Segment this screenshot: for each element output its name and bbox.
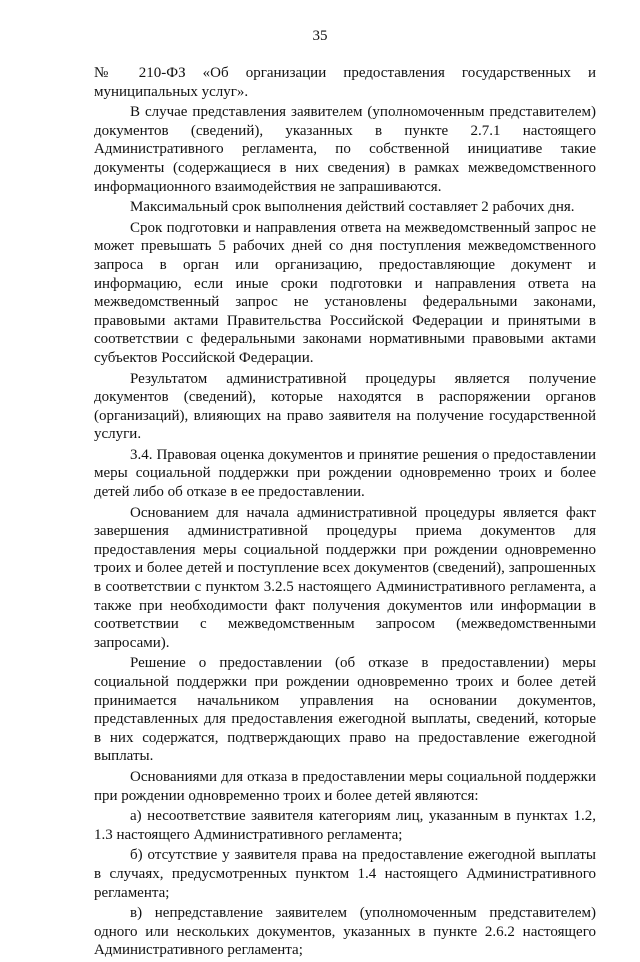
- paragraph-initiative-documents: В случае представления заявителем (уполномоченным представителем) документов (сведений), указанных в пункте 2.7.1 настоящего Административного регламента, по собственной инициативе такие документы (содержащиеся в них сведения) в рамках межведомственного информационного взаимодействия не запрашиваются.: [94, 104, 596, 195]
- paragraph-max-term: Максимальный срок выполнения действий составляет 2 рабочих дня.: [130, 199, 575, 216]
- paragraph-law-reference: № 210-ФЗ «Об организации предоставления государственных и муниципальных услуг».: [94, 65, 596, 100]
- list-item-b: б) отсутствие у заявителя права на предоставление ежегодной выплаты в случаях, предусмотренных пунктом 1.4 настоящего Административного регламента;: [94, 847, 596, 901]
- list-item-a: а) несоответствие заявителя категориям лиц, указанным в пунктах 1.2, 1.3 настоящего Административного регламента;: [94, 808, 596, 843]
- list-item-v: в) непредставление заявителем (уполномоченным представителем) одного или нескольких документов, указанных в пункте 2.6.2 настоящего Административного регламента;: [94, 905, 596, 959]
- paragraph-decision: Решение о предоставлении (об отказе в предоставлении) меры социальной поддержки при рождении одновременно троих и более детей принимается начальником управления на основании документов, представленных для предоставления ежегодной выплаты, сведений, которые в них содержатся, подтверждающих право на предоставление ежегодной выплаты.: [94, 655, 596, 765]
- document-body: [94, 64, 596, 962]
- paragraph-response-term: Срок подготовки и направления ответа на межведомственный запрос не может превышать 5 рабочих дней со дня поступления межведомственного запроса в орган или организацию, предоставляющие документ и информацию, если иные сроки подготовки и направления ответа на межведомственный запрос не установлены федеральными законами, правовыми актами Правительства Российской Федерации и принятыми в соответствии с федеральными законами нормативными правовыми актами субъектов Российской Федерации.: [94, 219, 596, 366]
- page-number: 35: [312, 28, 328, 44]
- paragraph-refusal-grounds: Основаниями для отказа в предоставлении меры социальной поддержки при рождении одновременно троих и более детей являются:: [94, 768, 596, 804]
- paragraph-procedure-basis: Основанием для начала административной процедуры является факт завершения административной процедуры приема документов для предоставления меры социальной поддержки при рождении одновременно троих и более детей и поступление всех документов (сведений), запрошенных в соответствии с пунктом 3.2.5 настоящего Административного регламента, а также при необходимости факт получения документов или информации в соответствии с межведомственным запросом (межведомственными запросами).: [94, 504, 596, 651]
- section-heading-3-4: 3.4. Правовая оценка документов и принятие решения о предоставлении меры социальной поддержки при рождении одновременно троих и более детей либо об отказе в ее предоставлении.: [94, 446, 596, 501]
- paragraph-procedure-result: Результатом административной процедуры является получение документов (сведений), которые находятся в распоряжении органов (организаций), влияющих на право заявителя на получение государственной услуги.: [94, 370, 596, 443]
